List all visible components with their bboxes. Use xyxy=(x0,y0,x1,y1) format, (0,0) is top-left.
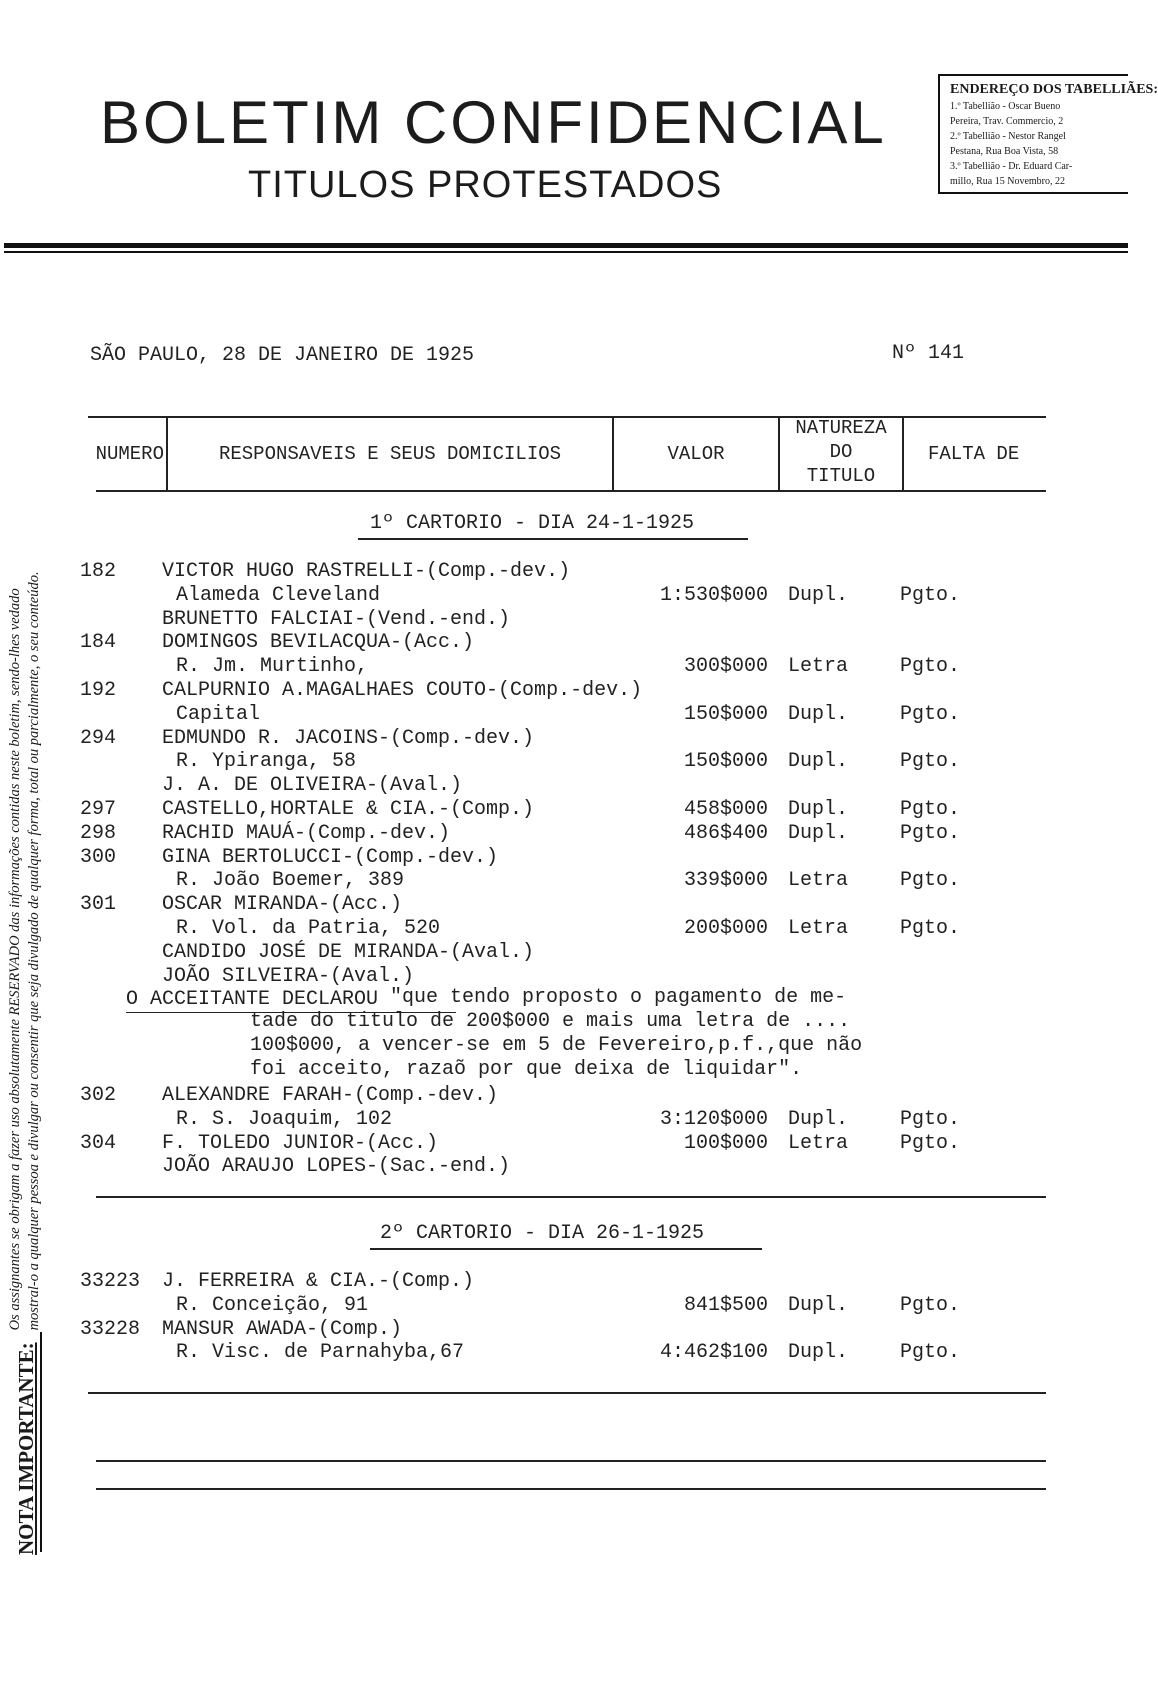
row-responsible: CALPURNIO A.MAGALHAES COUTO-(Comp.-dev.) xyxy=(162,679,643,702)
table-row xyxy=(0,941,1128,965)
row-responsible: CASTELLO,HORTALE & CIA.-(Comp.) xyxy=(162,798,535,821)
row-nature: Dupl. xyxy=(788,583,849,607)
row-falta: Pgto. xyxy=(900,869,961,893)
row-falta: Pgto. xyxy=(900,1293,961,1317)
row-nature: Dupl. xyxy=(788,750,849,774)
row-nature: Dupl. xyxy=(788,821,849,845)
row-responsible: EDMUNDO R. JACOINS-(Comp.-dev.) xyxy=(162,726,535,750)
header-natureza: DO xyxy=(829,441,853,463)
header-rule-thick xyxy=(4,243,1128,248)
row-responsible: Capital xyxy=(176,702,261,726)
row-nature: Letra xyxy=(788,1131,849,1155)
notaries-address-box xyxy=(938,74,1158,194)
row-responsible: F. TOLEDO JUNIOR-(Acc.) xyxy=(162,1131,439,1155)
row-responsible: R. Visc. de Parnahyba,67 xyxy=(176,1341,465,1365)
declaration-line: tade do titulo de 200$000 e mais uma letra de .... xyxy=(250,1010,851,1033)
address-line: Pestana, Rua Boa Vista, 58 xyxy=(950,146,1059,157)
row-value: 150$000 xyxy=(683,750,768,774)
row-nature: Letra xyxy=(788,655,849,679)
address-heading: ENDEREÇO DOS TABELLIÃES: xyxy=(950,82,1158,97)
section-heading-underline xyxy=(370,1248,762,1250)
address-line: 2.º Tabellião - Nestor Rangel xyxy=(950,131,1066,142)
row-falta: Pgto. xyxy=(900,1131,961,1155)
row-falta: Pgto. xyxy=(900,917,961,940)
header-numero: NUMERO xyxy=(95,443,164,465)
table-row xyxy=(0,679,1128,703)
address-line: 3.º Tabellião - Dr. Eduard Car- xyxy=(950,161,1073,172)
side-notice-label: NOTA IMPORTANTE: xyxy=(14,1342,38,1555)
row-responsible: R. João Boemer, 389 xyxy=(176,869,405,893)
table-row xyxy=(0,1132,1128,1156)
row-falta: Pgto. xyxy=(900,750,961,774)
section-divider xyxy=(96,1196,1046,1198)
row-value: 458$000 xyxy=(683,798,768,821)
section-heading: 1º CARTORIO - DIA 24-1-1925 xyxy=(370,512,695,535)
table-row xyxy=(0,893,1128,917)
row-responsible: CANDIDO JOSÉ DE MIRANDA-(Aval.) xyxy=(162,940,535,964)
side-notice-line: mostral-o a qualquer pessoa e divulgar ou consentir que seja divulgado de qualquer forma, total ou parcialmente, o seu conteúdo. xyxy=(26,571,42,1331)
row-responsible: GINA BERTOLUCCI-(Comp.-dev.) xyxy=(162,845,499,869)
row-value: 841$500 xyxy=(683,1293,768,1317)
column-divider xyxy=(778,418,780,492)
header-valor: VALOR xyxy=(667,443,725,465)
row-value: 4:462$100 xyxy=(659,1341,768,1365)
row-number: 33228 xyxy=(80,1317,141,1341)
row-responsible: R. Ypiranga, 58 xyxy=(176,750,357,774)
row-number: 192 xyxy=(80,679,117,702)
header-responsaveis: RESPONSAVEIS E SEUS DOMICILIOS xyxy=(218,443,562,465)
table-row xyxy=(0,1341,1128,1365)
row-falta: Pgto. xyxy=(900,798,961,821)
row-number: 302 xyxy=(80,1084,117,1107)
row-falta: Pgto. xyxy=(900,821,961,845)
table-row xyxy=(0,965,1128,989)
bulletin-title: BOLETIM CONFIDENCIAL xyxy=(100,89,887,156)
row-falta: Pgto. xyxy=(900,702,961,726)
side-notice-line: Os assignantes se obrigam a fazer uso absolutamente RESERVADO das informações contidas neste boletim, sendo-lhes vedado xyxy=(7,588,23,1331)
table-row xyxy=(0,774,1128,798)
row-falta: Pgto. xyxy=(900,1107,961,1131)
table-row xyxy=(0,1155,1128,1179)
row-number: 184 xyxy=(80,631,117,655)
table-row xyxy=(0,1084,1128,1108)
row-nature: Letra xyxy=(788,869,849,893)
row-nature: Dupl. xyxy=(788,1293,849,1317)
table-row xyxy=(0,584,1128,608)
blank-rule xyxy=(96,1488,1046,1490)
table-row xyxy=(0,631,1128,655)
row-responsible: J. FERREIRA & CIA.-(Comp.) xyxy=(162,1270,475,1293)
row-responsible: R. S. Joaquim, 102 xyxy=(176,1107,393,1131)
row-responsible: RACHID MAUÁ-(Comp.-dev.) xyxy=(162,821,451,845)
row-number: 33223 xyxy=(80,1270,141,1293)
row-value: 200$000 xyxy=(683,917,768,940)
row-number: 294 xyxy=(80,726,117,750)
place-date: SÃO PAULO, 28 DE JANEIRO DE 1925 xyxy=(90,344,475,367)
row-value: 1:530$000 xyxy=(659,583,768,607)
row-value: 300$000 xyxy=(683,655,768,679)
bulletin-number: Nº 141 xyxy=(892,342,965,365)
row-number: 304 xyxy=(80,1131,117,1155)
address-line: millo, Rua 15 Novembro, 22 xyxy=(950,176,1065,187)
row-value: 100$000 xyxy=(683,1131,768,1155)
row-value: 3:120$000 xyxy=(659,1107,768,1131)
table-row xyxy=(0,727,1128,751)
row-nature: Letra xyxy=(788,917,849,940)
table-row xyxy=(0,560,1128,584)
row-responsible: MANSUR AWADA-(Comp.) xyxy=(162,1317,403,1341)
declaration-lead: O ACCEITANTE DECLAROU xyxy=(126,988,379,1011)
table-row xyxy=(0,750,1128,774)
table-row xyxy=(0,1294,1128,1318)
bulletin-subtitle: TITULOS PROTESTADOS xyxy=(248,164,723,206)
section-heading: 2º CARTORIO - DIA 26-1-1925 xyxy=(380,1222,705,1245)
row-responsible: R. Jm. Murtinho, xyxy=(176,655,369,679)
column-divider xyxy=(166,418,168,492)
row-responsible: DOMINGOS BEVILACQUA-(Acc.) xyxy=(162,631,475,655)
table-row xyxy=(0,798,1128,822)
header-rule-thin xyxy=(4,251,1128,253)
table-row xyxy=(0,917,1128,941)
column-divider xyxy=(902,418,904,492)
table-row xyxy=(0,703,1128,727)
row-responsible: R. Vol. da Patria, 520 xyxy=(176,917,441,940)
row-nature: Dupl. xyxy=(788,1341,849,1365)
row-number: 297 xyxy=(80,798,117,821)
table-row xyxy=(0,822,1128,846)
row-value: 339$000 xyxy=(683,869,768,893)
table-row xyxy=(0,608,1128,632)
row-number: 301 xyxy=(80,893,117,917)
blank-rule xyxy=(88,1392,1046,1394)
row-responsible: BRUNETTO FALCIAI-(Vend.-end.) xyxy=(162,607,511,631)
table-row xyxy=(0,1318,1128,1342)
table-row xyxy=(0,1108,1128,1132)
row-nature: Dupl. xyxy=(788,798,849,821)
header-natureza: NATUREZA xyxy=(795,417,887,439)
address-line: Pereira, Trav. Commercio, 2 xyxy=(950,116,1064,127)
header-falta: FALTA DE xyxy=(928,443,1020,465)
section-heading-underline xyxy=(358,538,748,540)
row-value: 486$400 xyxy=(683,821,768,845)
column-divider xyxy=(612,416,614,492)
row-responsible: VICTOR HUGO RASTRELLI-(Comp.-dev.) xyxy=(162,560,571,583)
table-row xyxy=(0,846,1128,870)
row-number: 300 xyxy=(80,845,117,869)
row-responsible: JOÃO SILVEIRA-(Aval.) xyxy=(162,964,415,988)
row-responsible: JOÃO ARAUJO LOPES-(Sac.-end.) xyxy=(162,1155,511,1179)
declaration-line: foi acceito, razaõ por que deixa de liquidar". xyxy=(250,1058,803,1081)
row-responsible: ALEXANDRE FARAH-(Comp.-dev.) xyxy=(162,1084,499,1107)
row-nature: Dupl. xyxy=(788,1107,849,1131)
row-falta: Pgto. xyxy=(900,583,961,607)
blank-rule xyxy=(96,1460,1046,1462)
table-row xyxy=(0,655,1128,679)
row-responsible: Alameda Cleveland xyxy=(176,583,381,607)
row-nature: Dupl. xyxy=(788,702,849,726)
declaration-line: "que tendo proposto o pagamento de me- xyxy=(378,986,847,1009)
row-responsible: J. A. DE OLIVEIRA-(Aval.) xyxy=(162,774,463,798)
address-line: 1.º Tabellião - Oscar Bueno xyxy=(950,101,1061,112)
row-number: 182 xyxy=(80,560,117,583)
row-falta: Pgto. xyxy=(900,1341,961,1365)
table-row xyxy=(0,869,1128,893)
row-responsible: OSCAR MIRANDA-(Acc.) xyxy=(162,893,403,917)
row-value: 150$000 xyxy=(683,702,768,726)
row-falta: Pgto. xyxy=(900,655,961,679)
row-responsible: R. Conceição, 91 xyxy=(176,1293,369,1317)
header-natureza: TITULO xyxy=(806,465,876,487)
table-row xyxy=(0,1270,1128,1294)
declaration-line: 100$000, a vencer-se em 5 de Fevereiro,p.f.,que não xyxy=(250,1034,863,1057)
row-number: 298 xyxy=(80,821,117,845)
